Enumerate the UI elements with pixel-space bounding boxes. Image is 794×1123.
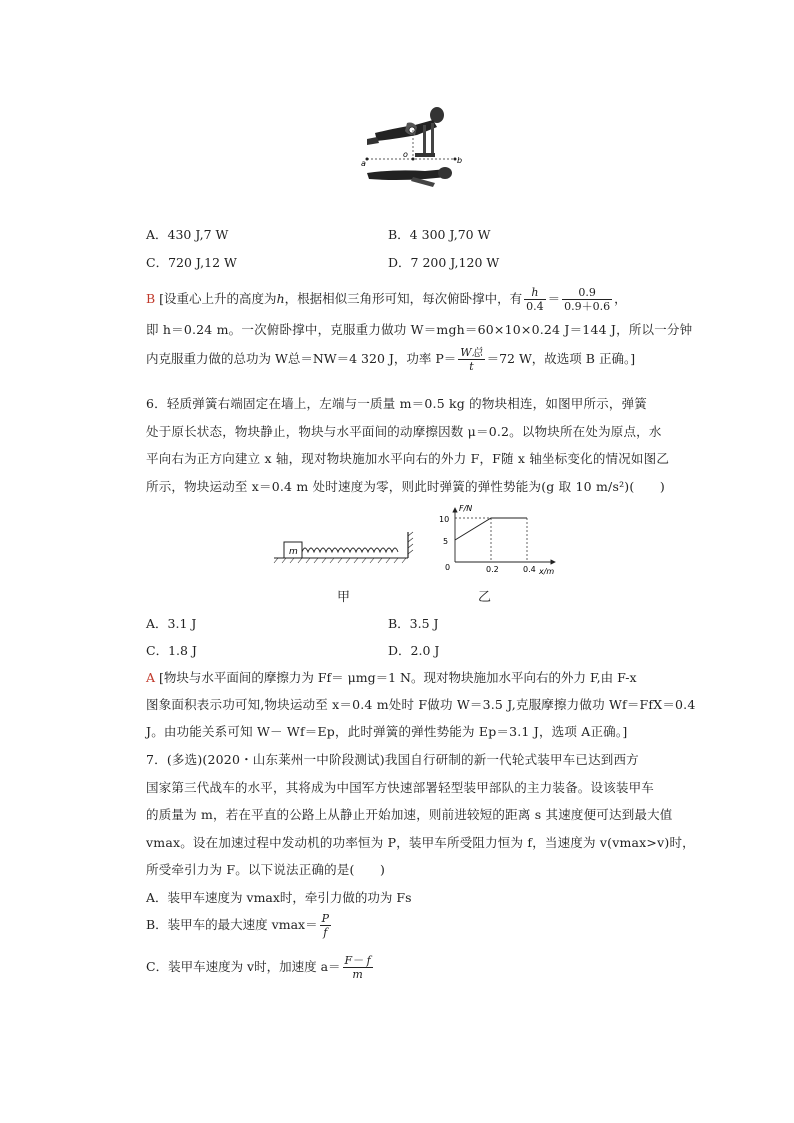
- figure-jia-spring: [270, 528, 420, 568]
- fraction-h-over-0.4: $\frac{h}{0.4}$: [526, 286, 544, 313]
- q5-answer: B: [146, 291, 156, 306]
- q5-solution-line3: 内克服重力做的总功为 W总＝NW＝4 320 J，功率 P＝ $\frac{\text{W总}}{t}$ ＝72 W，故选项 B 正确。]: [146, 346, 636, 373]
- fraction-f-minus-f-over-m: $\frac{F- f}{m}$: [344, 954, 371, 981]
- q6-solution-line1: A [物块与水平面间的摩擦力为 Ff＝ μmg＝1 N。现对物块施加水平向右的外力 F,由 F-x: [146, 670, 637, 685]
- q6-stem-line1: 6．轻质弹簧右端固定在墙上，左端与一质量 m＝0.5 kg 的物块相连，如图甲所示，弹簧: [146, 396, 647, 411]
- q7-stem-line5: 所受牵引力为 F。以下说法正确的是( ): [146, 862, 386, 877]
- q5-option-b[interactable]: B．4 300 J,70 W: [388, 227, 491, 242]
- q5-solution-line1: B [设重心上升的高度为h，根据相似三角形可知，每次俯卧撑中，有 $\frac{h}{0.4}$ ＝ $\frac{0.9}{0.9+0.6}$ ，: [146, 286, 627, 313]
- q5-solution-line2: 即 h＝0.24 m。一次俯卧撑中，克服重力做功 W＝mgh＝60×10×0.24 J＝144 J，所以一分钟: [146, 322, 693, 337]
- y-axis-label: F/N: [459, 504, 473, 513]
- q6-option-d[interactable]: D．2.0 J: [388, 643, 440, 658]
- y-tick-0: 0: [445, 563, 451, 572]
- fx-series-line: [455, 518, 527, 540]
- figure-jia-caption: 甲: [337, 590, 351, 605]
- q6-option-c[interactable]: C．1.8 J: [146, 643, 197, 658]
- q7-stem-line3: 的质量为 m，若在平直的公路上从静止开始加速，则前进较短的距离 s 其速度便可达到最大值: [146, 807, 673, 822]
- x-tick-0.4: 0.4: [523, 565, 536, 574]
- q7-option-b[interactable]: B．装甲车的最大速度 vmax＝ $\frac{P}{f}$: [146, 912, 329, 939]
- figure-yi-fx-chart: [435, 502, 565, 582]
- q6-stem-line2: 处于原长状态，物块静止，物块与水平面间的动摩擦因数 μ＝0.2。以物块所在处为原点，水: [146, 424, 662, 439]
- fraction-0.9-over-1.5: $\frac{0.9}{0.9+0.6}$: [564, 286, 611, 313]
- block-label: m: [289, 547, 298, 557]
- q6-solution-line2: 图象面积表示功可知,物块运动至 x＝0.4 m处时 F做功 W＝3.5 J,克服摩擦力做功 Wf＝FfX＝0.4: [146, 697, 696, 712]
- q7-stem-line4: vmax。设在加速过程中发动机的功率恒为 P，装甲车所受阻力恒为 f，当速度为 v(vmax>v)时，: [146, 835, 695, 850]
- q6-option-b[interactable]: B．3.5 J: [388, 616, 439, 631]
- spring: [302, 548, 398, 552]
- x-tick-0.2: 0.2: [486, 565, 499, 574]
- q6-answer: A: [146, 670, 156, 685]
- q5-option-a[interactable]: A．430 J,7 W: [146, 227, 229, 242]
- q5-option-d[interactable]: D．7 200 J,120 W: [388, 255, 500, 270]
- label-b: b: [457, 156, 463, 165]
- q6-solution-line3: J。由功能关系可知 W－ Wf＝Ep，此时弹簧的弹性势能为 Ep＝3.1 J，选项 A正确。]: [146, 724, 628, 739]
- y-tick-10: 10: [439, 515, 450, 524]
- q5-option-c[interactable]: C．720 J,12 W: [146, 255, 237, 270]
- q7-stem-line2: 国家第三代战车的水平，其将成为中国军方快速部署轻型装甲部队的主力装备。设该装甲车: [146, 780, 655, 795]
- q6-stem-line3: 平向右为正方向建立 x 轴，现对物块施加水平向右的外力 F，F随 x 轴坐标变化的情况如图乙: [146, 451, 670, 466]
- q6-option-a[interactable]: A．3.1 J: [146, 616, 197, 631]
- label-o: o: [403, 150, 408, 159]
- fraction-w-over-t: $\frac{\text{W总}}{t}$: [460, 346, 483, 373]
- fraction-p-over-f: $\frac{P}{f}$: [321, 912, 329, 939]
- x-axis-label: x/m: [539, 567, 555, 576]
- pushup-figure: [355, 103, 465, 193]
- label-a: a: [361, 159, 366, 168]
- q7-stem-line1: 7．(多选)(2020・山东莱州一中阶段测试)我国自行研制的新一代轮式装甲车已达到西方: [146, 752, 639, 767]
- q7-option-a[interactable]: A．装甲车速度为 vmax时，牵引力做的功为 Fs: [146, 890, 412, 905]
- q6-stem-line4: 所示，物块运动至 x＝0.4 m 处时速度为零，则此时弹簧的弹性势能为(g 取 10 m/s²)( ): [146, 479, 665, 494]
- figure-yi-caption: 乙: [478, 590, 492, 605]
- q7-option-c[interactable]: C．装甲车速度为 v时，加速度 a＝ $\frac{F- f}{m}$: [146, 954, 371, 981]
- y-tick-5: 5: [443, 537, 449, 546]
